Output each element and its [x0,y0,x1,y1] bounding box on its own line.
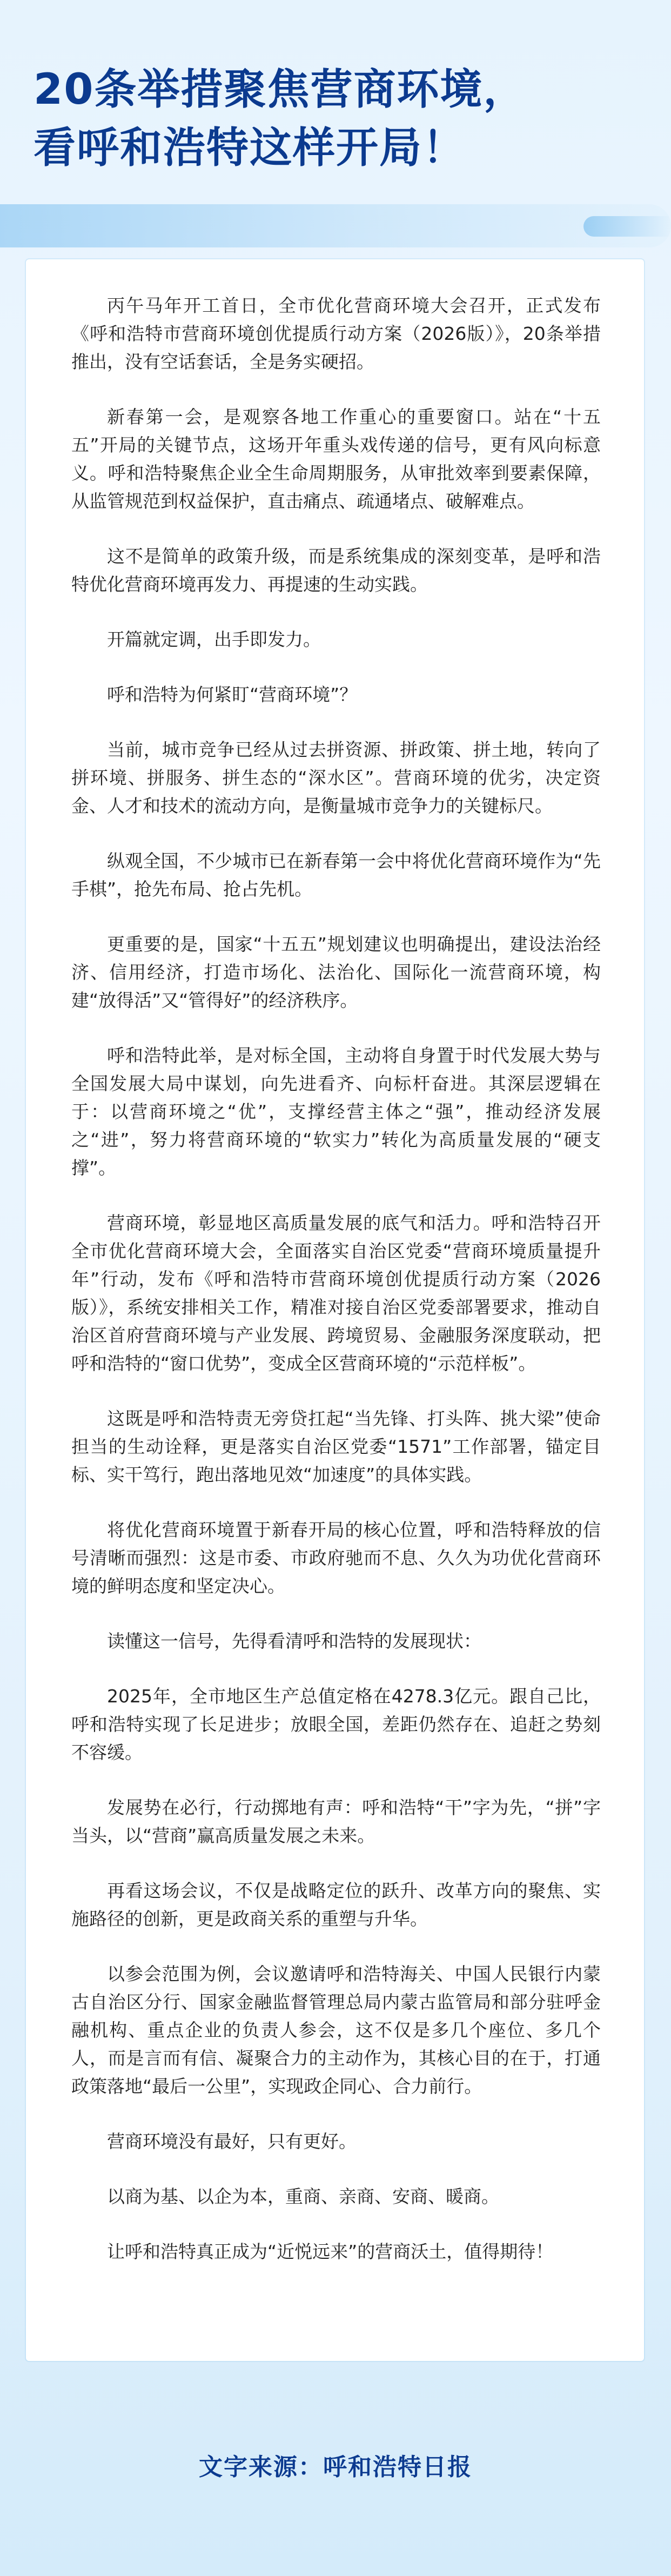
paragraph: 呼和浩特此举，是对标全国，主动将自身置于时代发展大势与全国发展大局中谋划，向先进看齐、向标杆奋进。其深层逻辑在于：以营商环境之“优”，支撑经营主体之“强”，推动经济发展之“进”，努力将营商环境的“软实力”转化为高质量发展的“硬支撑”。 [71,1045,601,1178]
title-line-2: 看呼和浩特这样开局！ [33,124,466,172]
paragraph: 新春第一会，是观察各地工作重心的重要窗口。站在“十五五”开局的关键节点，这场开年重头戏传递的信号，更有风向标意义。呼和浩特聚焦企业全生命周期服务，从审批效率到要素保障，从监管规范到权益保护，直击痛点、疏通堵点、破解难点。 [71,406,601,512]
paragraph: 让呼和浩特真正成为“近悦远来”的营商沃土，值得期待！ [107,2241,554,2262]
paragraph: 开篇就定调，出手即发力。 [107,629,321,650]
paragraph: 这既是呼和浩特责无旁贷扛起“当先锋、打头阵、挑大梁”使命担当的生动诠释，更是落实自治区党委“1571”工作部署，锚定目标、实干笃行，跑出落地见效“加速度”的具体实践。 [71,1408,601,1485]
source-credit: 文字来源：呼和浩特日报 [199,2453,472,2481]
paragraph: 发展势在必行，行动掷地有声：呼和浩特“干”字为先，“拼”字当头，以“营商”赢高质量发展之未来。 [71,1797,601,1846]
paragraph: 呼和浩特为何紧盯“营商环境”？ [107,684,358,705]
paragraph: 丙午马年开工首日，全市优化营商环境大会召开，正式发布《呼和浩特市营商环境创优提质行动方案（2026版）》，20条举措推出，没有空话套话，全是务实硬招。 [71,295,601,372]
article-body [71,292,601,2293]
paragraph: 以参会范围为例，会议邀请呼和浩特海关、中国人民银行内蒙古自治区分行、国家金融监督管理总局内蒙古监管局和部分驻呼金融机构、重点企业的负责人参会，这不仅是多几个座位、多几个人，而是言而有信、凝聚合力的主动作为，其核心目的在于，打通政策落地“最后一公里”，实现政企同心、合力前行。 [71,1963,601,2097]
paragraph: 将优化营商环境置于新春开局的核心位置，呼和浩特释放的信号清晰而强烈：这是市委、市政府驰而不息、久久为功优化营商环境的鲜明态度和坚定决心。 [71,1519,601,1596]
paragraph: 2025年，全市地区生产总值定格在4278.3亿元。跟自己比，呼和浩特实现了长足进步；放眼全国，差距仍然存在、追赶之势刻不容缓。 [71,1686,601,1763]
paragraph: 再看这场会议，不仅是战略定位的跃升、改革方向的聚焦、实施路径的创新，更是政商关系的重塑与升华。 [71,1880,601,1929]
article-title [33,61,639,177]
paragraph: 营商环境，彰显地区高质量发展的底气和活力。呼和浩特召开全市优化营商环境大会，全面落实自治区党委“营商环境质量提升年”行动，发布《呼和浩特市营商环境创优提质行动方案（2026版）》，系统安排相关工作，精准对接自治区党委部署要求，推动自治区首府营商环境与产业发展、跨境贸易、金融服务深度联动，把呼和浩特的“窗口优势”，变成全区营商环境的“示范样板”。 [71,1212,601,1374]
paragraph: 营商环境没有最好，只有更好。 [107,2131,357,2152]
decorative-ribbon-edge [583,216,671,237]
paragraph: 以商为基、以企为本，重商、亲商、安商、暖商。 [107,2186,499,2207]
paragraph: 读懂这一信号，先得看清呼和浩特的发展现状： [107,1631,481,1652]
paragraph: 纵观全国，不少城市已在新春第一会中将优化营商环境作为“先手棋”，抢先布局、抢占先机。 [71,850,601,900]
paragraph: 这不是简单的政策升级，而是系统集成的深刻变革，是呼和浩特优化营商环境再发力、再提速的生动实践。 [71,546,601,595]
paragraph: 更重要的是，国家“十五五”规划建议也明确提出，建设法治经济、信用经济，打造市场化、法治化、国际化一流营商环境，构建“放得活”又“管得好”的经济秩序。 [71,934,601,1011]
decorative-ribbon [0,204,671,247]
paragraph: 当前，城市竞争已经从过去拼资源、拼政策、拼土地，转向了拼环境、拼服务、拼生态的“深水区”。营商环境的优劣，决定资金、人才和技术的流动方向，是衡量城市竞争力的关键标尺。 [71,739,601,816]
title-line-1: 20条举措聚焦营商环境， [33,65,527,114]
